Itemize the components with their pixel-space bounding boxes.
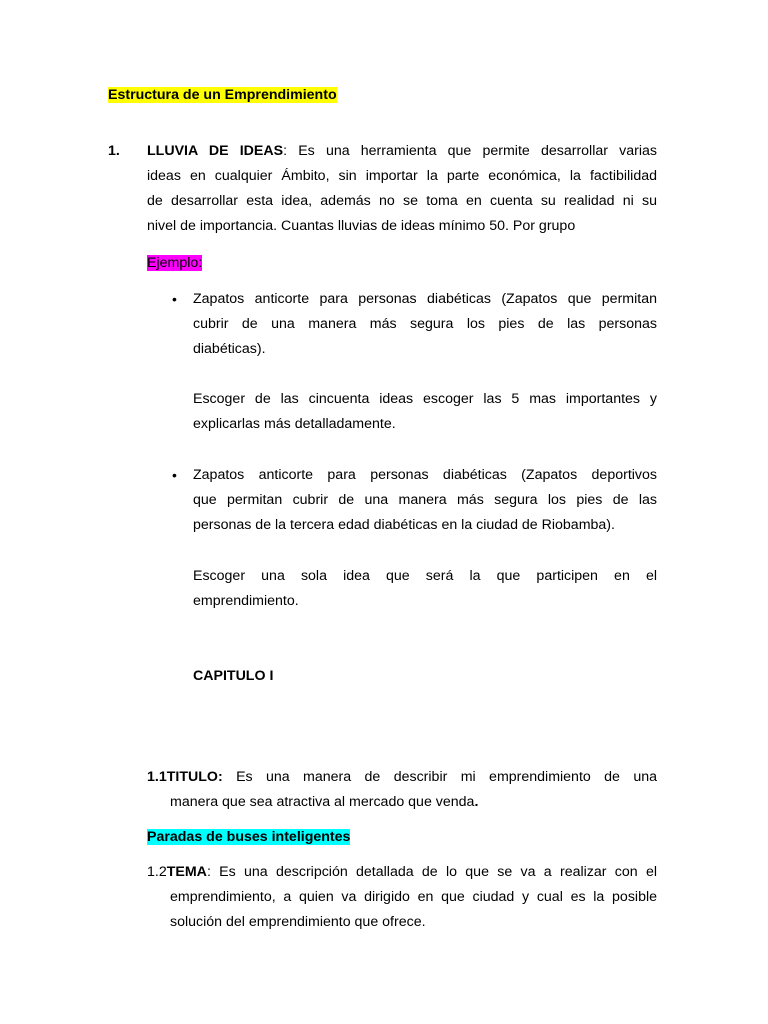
- bullet-2-line-1: Zapatos anticorte para personas diabéticas (Zapatos deportivos: [193, 467, 657, 483]
- bullet-2-line-3: personas de la tercera edad diabéticas en la ciudad de Riobamba).: [193, 517, 615, 533]
- bullet-2-line-2: que permitan cubrir de una manera más segura los pies de las: [193, 492, 657, 508]
- bullet-1-note-line-1: Escoger de las cincuenta ideas escoger las 5 mas importantes y: [193, 391, 657, 407]
- bullet-1-line-3: diabéticas).: [193, 341, 266, 357]
- bullet-icon: •: [172, 291, 177, 307]
- tema-line-2: emprendimiento, a quien va dirigido en que ciudad y cual es la posible: [170, 889, 657, 905]
- section-1-line-3: de desarrollar esta idea, además no se toma en cuenta su realidad ni su: [147, 193, 657, 209]
- bullet-1-note-line-2: explicarlas más detalladamente.: [193, 416, 396, 432]
- section-1-line-4: nivel de importancia. Cuantas lluvias de ideas mínimo 50. Por grupo: [147, 218, 576, 234]
- chapter-heading: CAPITULO I: [193, 668, 274, 684]
- document-title: Estructura de un Emprendimiento: [108, 87, 337, 103]
- titulo-line-2: manera que sea atractiva al mercado que venda.: [170, 794, 479, 810]
- example-title: Paradas de buses inteligentes: [147, 829, 351, 845]
- section-1-number: 1.: [108, 143, 120, 159]
- bullet-icon: •: [172, 467, 177, 483]
- bullet-2-note-line-1: Escoger una sola idea que será la que participen en el: [193, 568, 657, 584]
- example-label: Ejemplo:: [147, 255, 203, 271]
- bullet-1-line-1: Zapatos anticorte para personas diabéticas (Zapatos que permitan: [193, 291, 657, 307]
- section-1-line-2: ideas en cualquier Ámbito, sin importar la parte económica, la factibilidad: [147, 168, 657, 184]
- bullet-1-line-2: cubrir de una manera más segura los pies de las personas: [193, 316, 657, 332]
- bullet-2-note-line-2: emprendimiento.: [193, 593, 299, 609]
- tema-line-1: 1.2TEMA: Es una descripción detallada de lo que se va a realizar con el: [147, 864, 657, 880]
- tema-line-3: solución del emprendimiento que ofrece.: [170, 914, 426, 930]
- section-1-line-1: LLUVIA DE IDEAS: Es una herramienta que permite desarrollar varias: [147, 143, 657, 159]
- titulo-line-1: 1.1TITULO: Es una manera de describir mi emprendimiento de una: [147, 769, 657, 785]
